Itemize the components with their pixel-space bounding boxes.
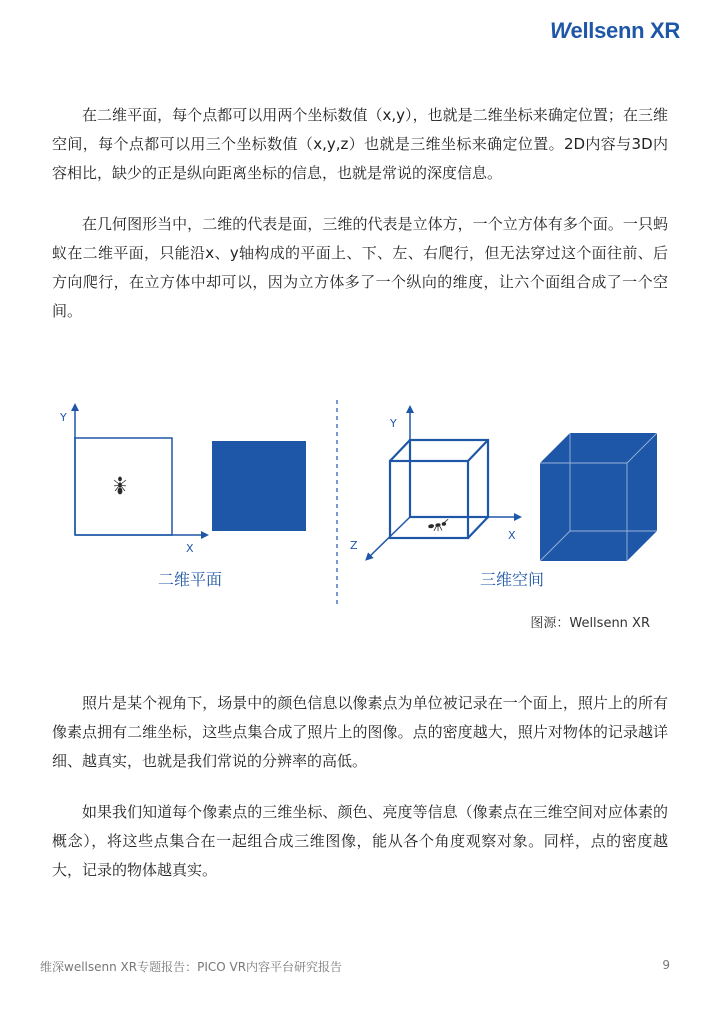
figure-source: 图源：Wellsenn XR [530,616,650,631]
plane-square-filled [212,441,306,531]
paragraph-coordinates: 在二维平面，每个点都可以用两个坐标数值（x,y），也就是二维坐标来确定位置；在三维空间，每个点都可以用三个坐标数值（x,y,z）也就是三维坐标来确定位置。2D内容与3D内容相比，缺少的正是纵向距离坐标的信息，也就是常说的深度信息。 [52,106,668,182]
cube-3d-diagram [368,409,518,558]
paragraph-geometry: 在几何图形当中，二维的代表是面，三维的代表是立体方，一个立方体有多个面。一只蚂蚁在二维平面，只能沿x、y轴构成的平面上、下、左、右爬行，但无法穿过这个面往前、后方向爬行，在立方体中却可以，因为立方体多了一个纵向的维度，让六个面组合成了一个空间。 [52,215,668,320]
axis-label-x-3d: X [508,529,516,542]
axis-label-x-2d: X [186,542,194,555]
caption-2d-plane: 二维平面 [158,570,223,589]
paragraph-photo-pixels: 照片是某个视角下，场景中的颜色信息以像素点为单位被记录在一个面上，照片上的所有像素点拥有二维坐标，这些点集合成了照片上的图像。点的密度越大，照片对物体的记录越详细、越真实，也就是我们常说的分辨率的高低。 [52,694,668,770]
ant-3d-icon [428,519,450,532]
logo-letter-w: W [550,18,571,43]
page-number: 9 [662,958,670,972]
plane-square-outline [75,438,172,535]
footer-report-title: 维深wellsenn XR专题报告：PICO VR内容平台研究报告 [40,960,343,974]
paragraph-voxels: 如果我们知道每个像素点的三维坐标、颜色、亮度等信息（像素点在三维空间对应体素的概念），将这些点集合在一起组合成三维图像，能从各个角度观察对象。同样，点的密度越大，记录的物体越真实。 [52,803,668,879]
axis-label-z-3d: Z [350,539,358,552]
plane-2d-diagram [59,407,306,555]
ant-2d-icon [114,477,126,494]
logo-text: ellsenn XR [570,18,680,43]
wellsenn-xr-logo [550,18,680,44]
axis-label-y-2d: Y [60,411,67,424]
axis-label-y-3d: Y [390,417,397,430]
cube-3d-solid [540,433,657,561]
dimension-figure [40,395,670,610]
caption-3d-space: 三维空间 [480,570,545,589]
dimension-figure-svg [40,395,670,610]
